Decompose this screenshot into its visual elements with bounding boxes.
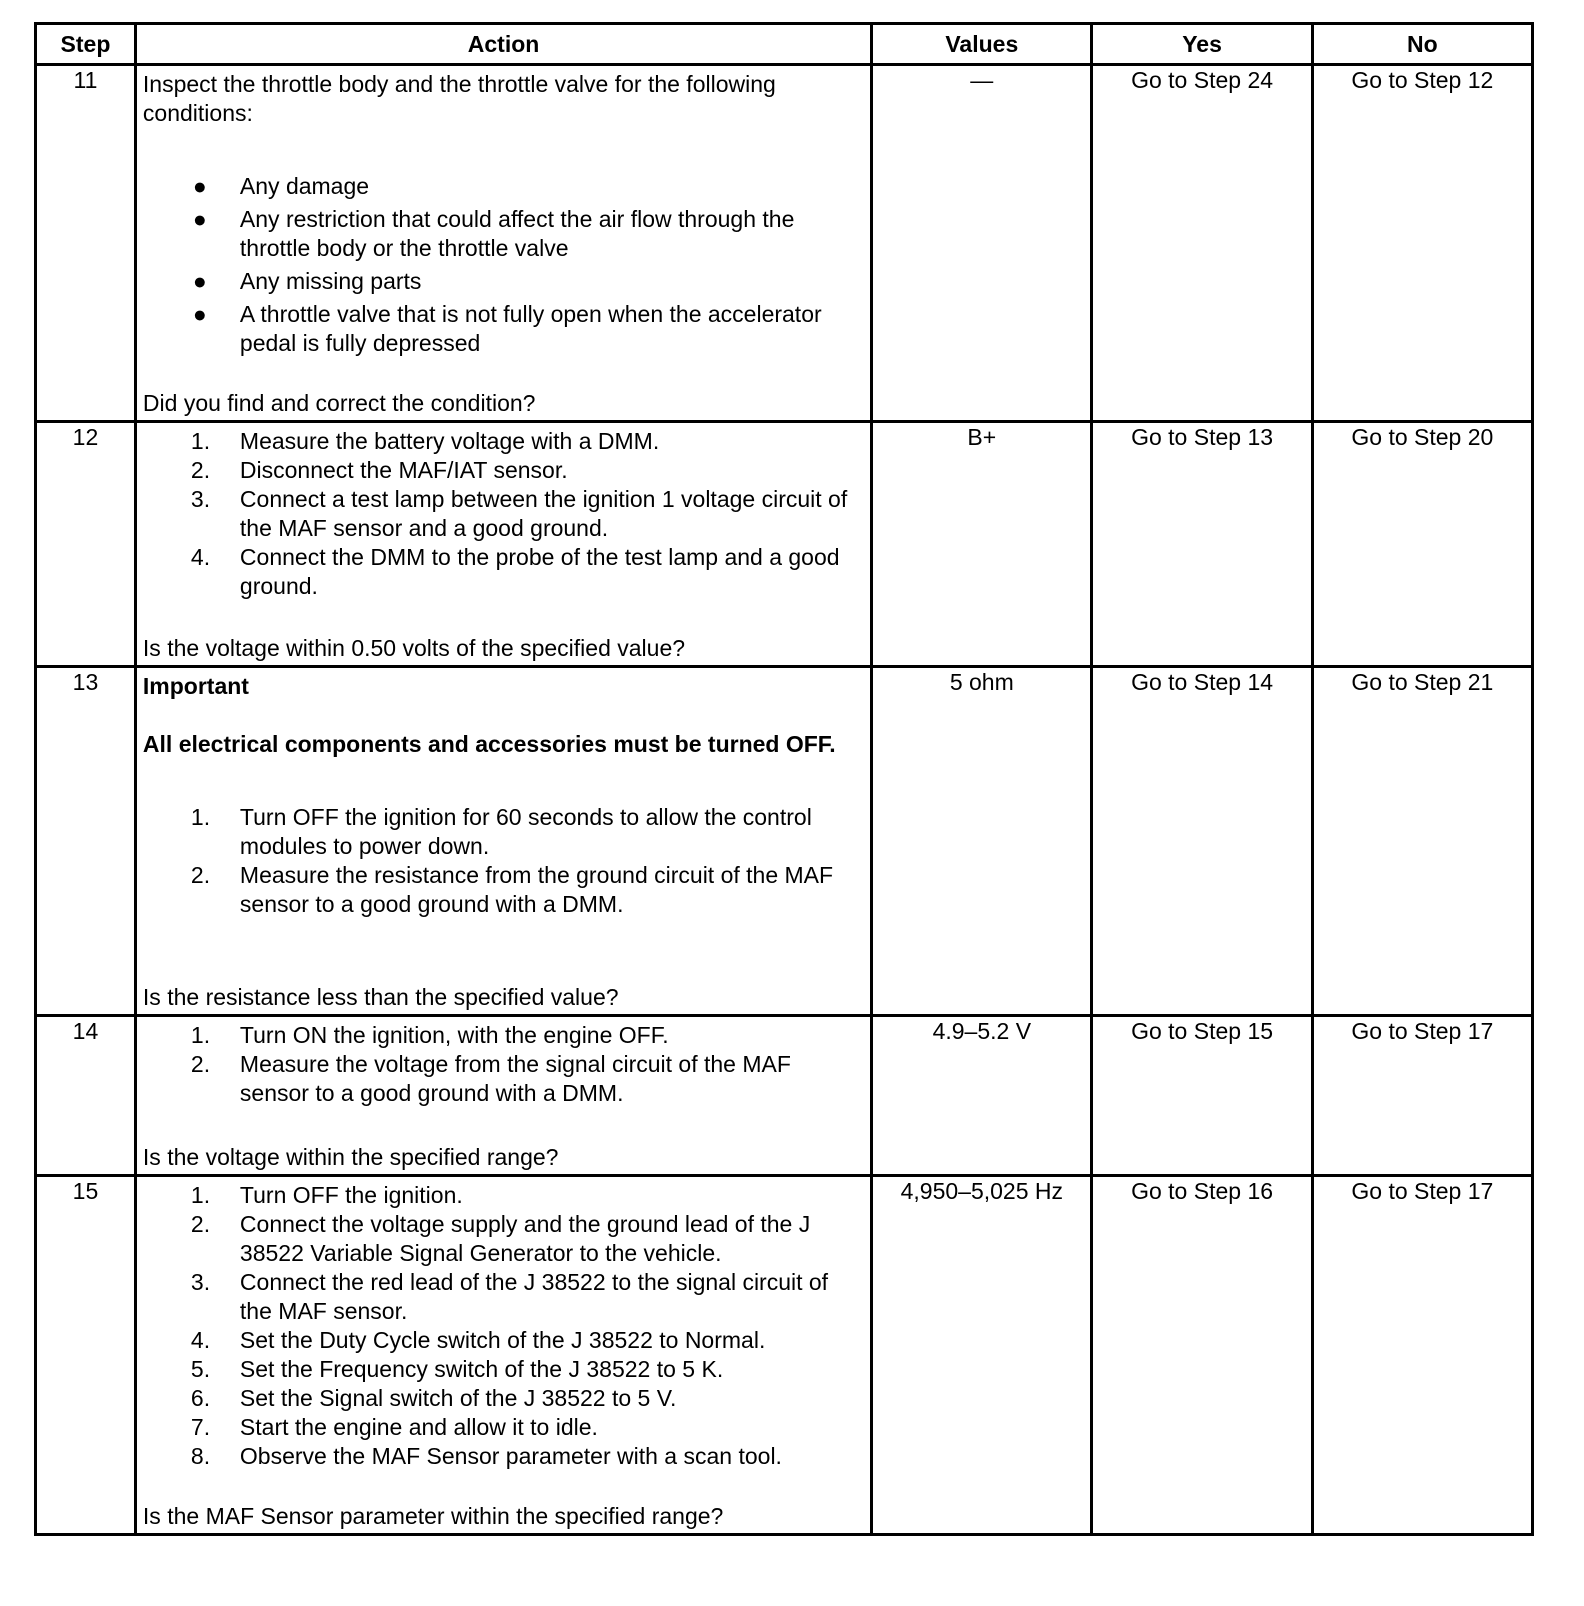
- action-cell: [135, 667, 871, 1016]
- step-number: 13: [36, 667, 136, 1016]
- no-result: Go to Step 12: [1351, 67, 1494, 93]
- no-cell: [1312, 667, 1532, 1016]
- yes-result: Go to Step 24: [1131, 67, 1274, 93]
- no-result: Go to Step 21: [1351, 669, 1494, 695]
- action-cell: [135, 1016, 871, 1176]
- table-row-step-13: [36, 667, 1533, 1016]
- value-cell: B+: [872, 422, 1092, 667]
- table-row-step-15: [36, 1176, 1533, 1535]
- no-result: Go to Step 17: [1351, 1178, 1494, 1204]
- action-question: Is the MAF Sensor parameter within the specified range?: [142, 1503, 724, 1529]
- table-row-step-11: [36, 65, 1533, 422]
- yes-result: Go to Step 15: [1131, 1018, 1274, 1044]
- yes-cell: [1092, 667, 1312, 1016]
- list-item: ● A throttle valve that is not fully open when the accelerator pedal is fully depressed: [143, 300, 864, 358]
- important-title: Important: [142, 673, 249, 699]
- header-step: Step: [36, 24, 136, 65]
- list-item: 3. Connect the red lead of the J 38522 to the signal circuit of the MAF sensor.: [190, 1269, 829, 1324]
- bullet-icon: ●: [192, 268, 207, 294]
- bullet-icon: ●: [192, 301, 207, 327]
- action-intro: Inspect the throttle body and the throttle valve for the following conditions:: [142, 71, 776, 126]
- list-item: 1. Turn ON the ignition, with the engine OFF.: [190, 1022, 669, 1048]
- yes-cell: [1092, 1176, 1312, 1535]
- value-cell: —: [872, 65, 1092, 422]
- action-cell: [135, 422, 871, 667]
- list-item: ● Any restriction that could affect the air flow through the throttle body or the throttle valve: [143, 205, 864, 263]
- no-cell: [1312, 1176, 1532, 1535]
- procedure-list: [143, 1181, 864, 1471]
- bullet-icon: ●: [192, 173, 207, 199]
- list-item: ● Any damage: [143, 172, 864, 201]
- list-item: 4. Set the Duty Cycle switch of the J 38522 to Normal.: [190, 1327, 766, 1353]
- procedure-list: [143, 427, 864, 601]
- yes-result: Go to Step 13: [1131, 424, 1274, 450]
- step-number: 11: [36, 65, 136, 422]
- action-question: Is the voltage within the specified range?: [142, 1144, 559, 1170]
- list-item: 3. Connect a test lamp between the ignition 1 voltage circuit of the MAF sensor and a good ground.: [190, 486, 848, 541]
- step-number: 12: [36, 422, 136, 667]
- yes-cell: [1092, 422, 1312, 667]
- list-item: 5. Set the Frequency switch of the J 38522 to 5 K.: [190, 1356, 724, 1382]
- step-number: 15: [36, 1176, 136, 1535]
- list-item: 1. Turn OFF the ignition.: [190, 1182, 463, 1208]
- list-item: 4. Connect the DMM to the probe of the test lamp and a good ground.: [190, 544, 840, 599]
- value-cell: 4,950–5,025 Hz: [872, 1176, 1092, 1535]
- header-values: Values: [872, 24, 1092, 65]
- list-item: 8. Observe the MAF Sensor parameter with a scan tool.: [190, 1443, 782, 1469]
- diagnostic-table: [34, 22, 1534, 1536]
- table-row-step-14: [36, 1016, 1533, 1176]
- yes-result: Go to Step 16: [1131, 1178, 1274, 1204]
- no-result: Go to Step 17: [1351, 1018, 1494, 1044]
- list-item: 2. Disconnect the MAF/IAT sensor.: [190, 457, 568, 483]
- list-item: 2. Measure the resistance from the ground circuit of the MAF sensor to a good ground with a DMM.: [190, 862, 834, 917]
- value-cell: 4.9–5.2 V: [872, 1016, 1092, 1176]
- no-result: Go to Step 20: [1351, 424, 1494, 450]
- list-item: 2. Connect the voltage supply and the ground lead of the J 38522 Variable Signal Generator to the vehicle.: [190, 1211, 811, 1266]
- header-no: No: [1312, 24, 1532, 65]
- procedure-list: [143, 1021, 864, 1108]
- list-item: 1. Turn OFF the ignition for 60 seconds to allow the control modules to power down.: [190, 804, 812, 859]
- action-question: Did you find and correct the condition?: [142, 390, 536, 416]
- yes-result: Go to Step 14: [1131, 669, 1274, 695]
- yes-cell: [1092, 65, 1312, 422]
- table-row-step-12: [36, 422, 1533, 667]
- no-cell: [1312, 422, 1532, 667]
- yes-cell: [1092, 1016, 1312, 1176]
- action-cell: [135, 1176, 871, 1535]
- list-item: 6. Set the Signal switch of the J 38522 to 5 V.: [190, 1385, 677, 1411]
- no-cell: [1312, 1016, 1532, 1176]
- header-action: Action: [135, 24, 871, 65]
- header-yes: Yes: [1092, 24, 1312, 65]
- no-cell: [1312, 65, 1532, 422]
- important-note: All electrical components and accessories must be turned OFF.: [142, 731, 836, 757]
- step-number: 14: [36, 1016, 136, 1176]
- list-item: 2. Measure the voltage from the signal circuit of the MAF sensor to a good ground with a DMM.: [190, 1051, 791, 1106]
- action-question: Is the resistance less than the specified value?: [142, 984, 619, 1010]
- list-item: 7. Start the engine and allow it to idle.: [190, 1414, 598, 1440]
- condition-list: [143, 172, 864, 358]
- list-item: ● Any missing parts: [143, 267, 864, 296]
- header-row: [36, 24, 1533, 65]
- procedure-list: [143, 803, 864, 919]
- value-cell: 5 ohm: [872, 667, 1092, 1016]
- bullet-icon: ●: [192, 206, 207, 232]
- list-item: 1. Measure the battery voltage with a DMM.: [190, 428, 660, 454]
- action-question: Is the voltage within 0.50 volts of the specified value?: [142, 635, 686, 661]
- action-cell: [135, 65, 871, 422]
